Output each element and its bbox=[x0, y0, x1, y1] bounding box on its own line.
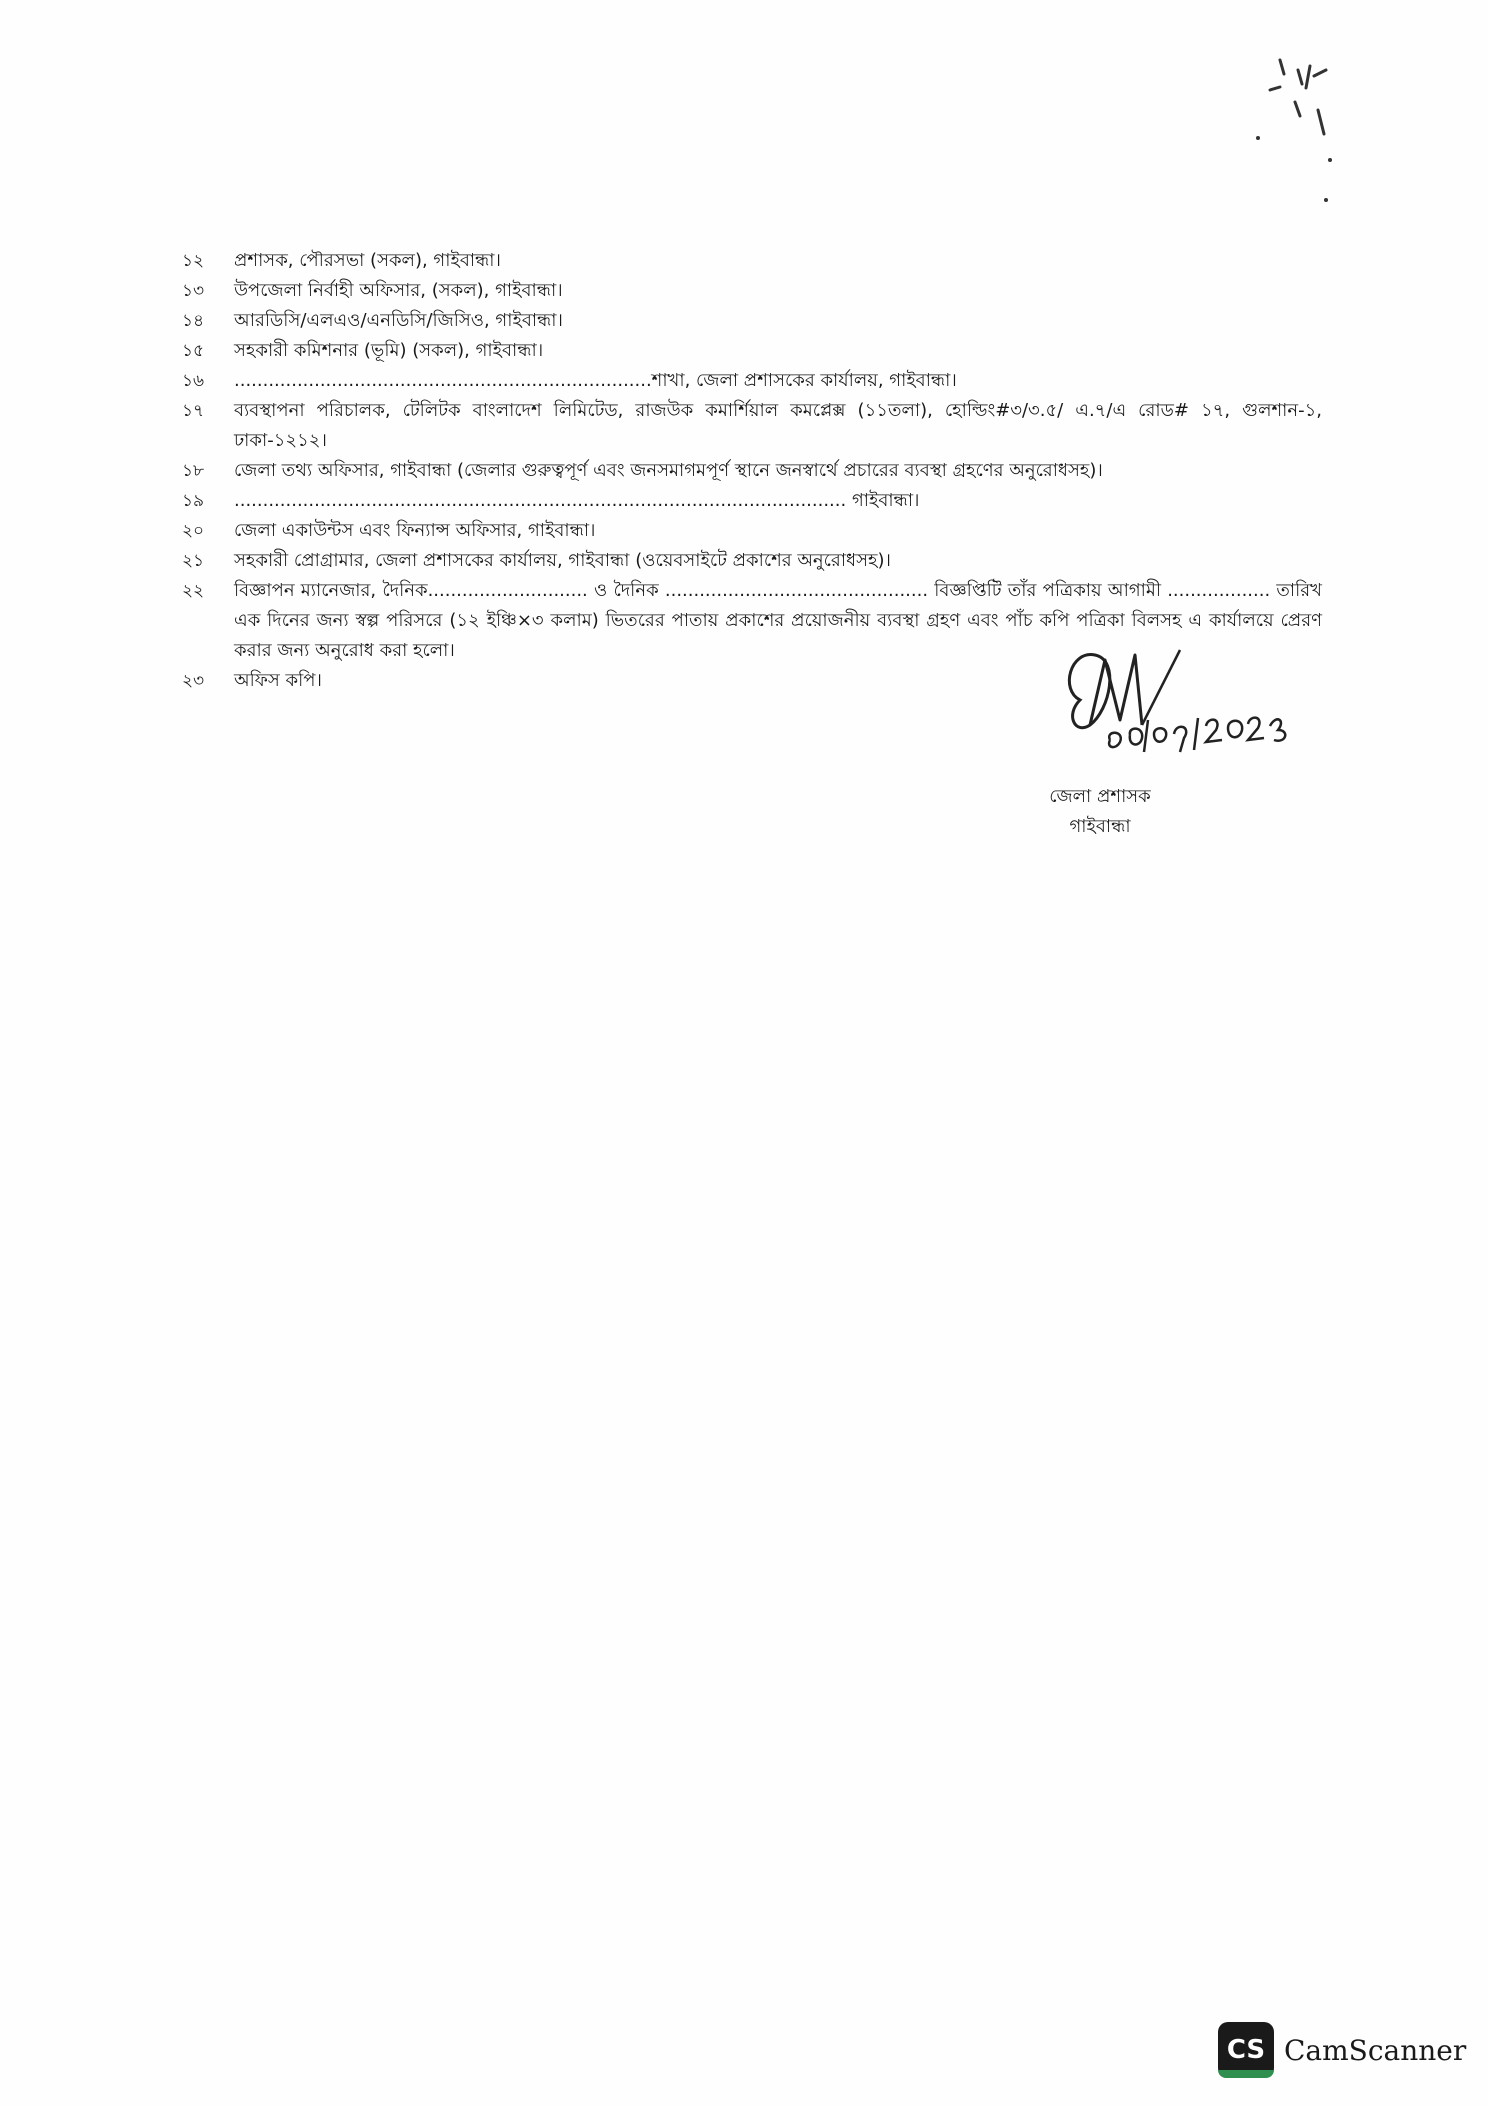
item-number: ১৭ bbox=[182, 401, 205, 421]
item-number: ২৩ bbox=[182, 671, 205, 691]
list-item bbox=[182, 396, 1328, 456]
camscanner-watermark bbox=[1218, 2020, 1466, 2080]
item-number: ১৩ bbox=[182, 281, 205, 301]
item-number: ১৬ bbox=[182, 371, 205, 391]
office-location: গাইবান্ধা bbox=[1069, 816, 1131, 837]
list-item bbox=[182, 516, 1322, 546]
item-text: উপজেলা নির্বাহী অফিসার, (সকল), গাইবান্ধা। bbox=[234, 280, 563, 301]
item-text: আরডিসি/এলএও/এনডিসি/জিসিও, গাইবান্ধা। bbox=[234, 310, 563, 331]
item-number: ১৮ bbox=[182, 461, 205, 481]
item-text: সহকারী কমিশনার (ভূমি) (সকল), গাইবান্ধা। bbox=[234, 340, 544, 361]
handwritten-corner-marks bbox=[1240, 40, 1360, 210]
list-item bbox=[182, 546, 1322, 576]
item-number: ১২ bbox=[182, 251, 205, 271]
distribution-list bbox=[182, 246, 1328, 696]
item-text: জেলা একাউন্টস এবং ফিন্যান্স অফিসার, গাইবান্ধা। bbox=[234, 520, 596, 541]
handwritten-signature bbox=[1050, 630, 1350, 770]
signature-title bbox=[1020, 782, 1180, 842]
list-item bbox=[182, 486, 1322, 516]
item-text: অফিস কপি। bbox=[234, 670, 322, 691]
item-text: বিজ্ঞাপন ম্যানেজার, দৈনিক............................ ও দৈনিক .............................................. বিজ্ঞপ্তিটি তাঁর পত্রিকায় আগামী .................. তারিখ এক দিনের জন্য স্বল্প পরিসরে (১২ ইঞ্চি×৩ কলাম) ভিতরের পাতায় প্রকাশের প্রয়োজনীয় ব্যবস্থা গ্রহণ এবং পাঁচ কপি পত্রিকা বিলসহ এ কার্যালয়ে প্রেরণ করার জন্য অনুরোধ করা হলো। bbox=[234, 580, 1328, 661]
list-item bbox=[182, 306, 1322, 336]
item-text: সহকারী প্রোগ্রামার, জেলা প্রশাসকের কার্যালয়, গাইবান্ধা (ওয়েবসাইটে প্রকাশের অনুরোধসহ)। bbox=[234, 550, 891, 571]
item-text: ব্যবস্থাপনা পরিচালক, টেলিটক বাংলাদেশ লিমিটেড, রাজউক কমার্শিয়াল কমপ্লেক্স (১১তলা), হোল্ডিং#৩/৩.৫/ এ.৭/এ রোড# ১৭, গুলশান-১, ঢাকা-১২১২। bbox=[234, 400, 1328, 451]
camscanner-brand: CamScanner bbox=[1284, 2033, 1467, 2067]
item-number: ২১ bbox=[182, 551, 205, 571]
item-text: জেলা তথ্য অফিসার, গাইবান্ধা (জেলার গুরুত্বপূর্ণ এবং জনসমাগমপূর্ণ স্থানে জনস্বার্থে প্রচারের ব্যবস্থা গ্রহণের অনুরোধসহ)। bbox=[234, 460, 1103, 481]
list-item bbox=[182, 336, 1322, 366]
item-number: ১৫ bbox=[182, 341, 205, 361]
list-item bbox=[182, 276, 1322, 306]
item-number: ১৯ bbox=[182, 491, 205, 511]
item-number: ২২ bbox=[182, 581, 205, 601]
item-number: ২০ bbox=[182, 521, 205, 541]
item-number: ১৪ bbox=[182, 311, 205, 331]
camscanner-logo-icon bbox=[1218, 2022, 1274, 2078]
designation: জেলা প্রশাসক bbox=[1049, 786, 1151, 807]
list-item bbox=[182, 246, 1322, 276]
camscanner-logo-text: CS bbox=[1226, 2035, 1266, 2065]
list-item bbox=[182, 366, 1322, 396]
item-text: প্রশাসক, পৌরসভা (সকল), গাইবান্ধা। bbox=[234, 250, 501, 271]
item-text: ........................................................................................................... গাইবান্ধা। bbox=[234, 490, 920, 511]
item-text: .........................................................................শাখা, জেলা প্রশাসকের কার্যালয়, গাইবান্ধা। bbox=[234, 370, 957, 391]
list-item bbox=[182, 456, 1322, 486]
